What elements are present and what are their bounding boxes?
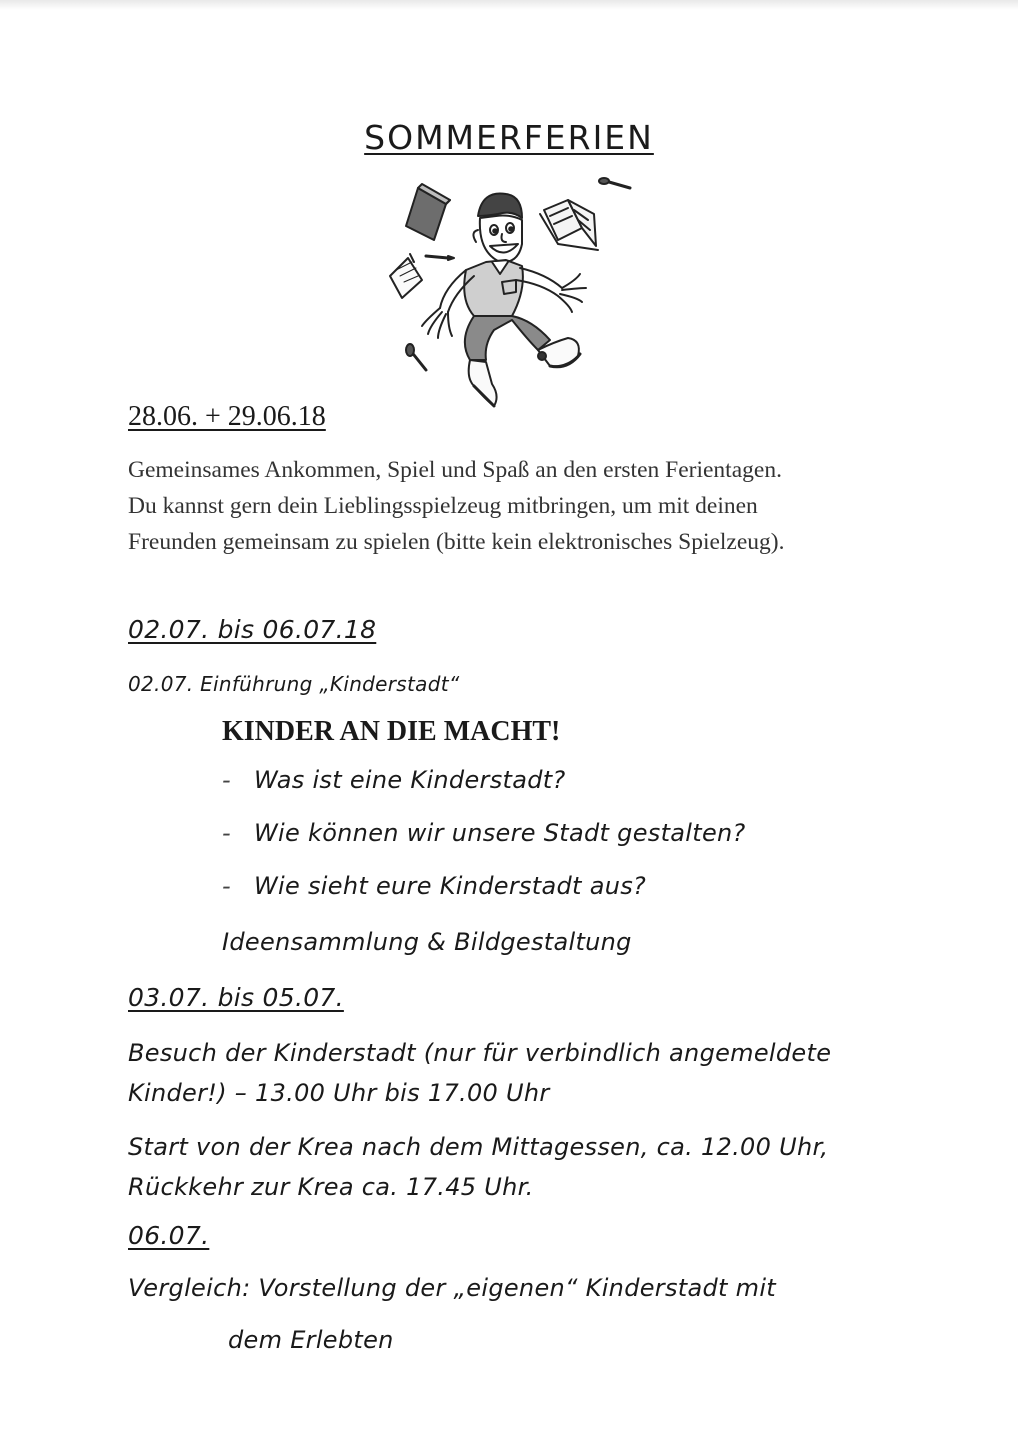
list-item-text: Wie sieht eure Kinderstadt aus? (254, 872, 647, 900)
comparison-line: Vergleich: Vorstellung der „eigenen“ Kinderstadt mit (128, 1274, 777, 1302)
paragraph-line: Start von der Krea nach dem Mittagessen, ca. 12.00 Uhr, (128, 1133, 829, 1161)
list-item (222, 819, 746, 872)
section-date-2: 02.07. bis 06.07.18 (128, 615, 377, 644)
dash-marker: - (222, 766, 231, 794)
list-item-text: Wie können wir unsere Stadt gestalten? (254, 819, 746, 847)
list-item (222, 872, 746, 925)
intro-line: 02.07. Einführung „Kinderstadt“ (128, 672, 460, 696)
section-date-1: 28.06. + 29.06.18 (128, 401, 326, 432)
paragraph-line: Gemeinsames Ankommen, Spiel und Spaß an den ersten Ferientagen. (128, 457, 782, 483)
start-paragraph (128, 1127, 828, 1207)
scan-edge (0, 0, 1018, 10)
section-body-1 (128, 452, 928, 560)
list-item (222, 766, 746, 819)
question-list (222, 766, 746, 925)
comparison-line-continued: dem Erlebten (228, 1326, 394, 1354)
pen-icon (599, 178, 630, 188)
dash-marker: - (222, 819, 231, 847)
closed-book-icon (406, 184, 450, 240)
paragraph-line: Freunden gemeinsam zu spielen (bitte kein elektronisches Spielzeug). (128, 529, 785, 555)
juggling-boy-with-books-illustration (382, 170, 642, 415)
section-date-3: 03.07. bis 05.07. (128, 983, 344, 1012)
pencil-icon (426, 256, 454, 260)
activity-line: Ideensammlung & Bildgestaltung (222, 928, 632, 956)
motto-heading: KINDER AN DIE MACHT! (222, 716, 561, 747)
marker-icon (406, 344, 426, 370)
paragraph-line: Kinder!) – 13.00 Uhr bis 17.00 Uhr (128, 1079, 550, 1107)
dash-marker: - (222, 872, 231, 900)
paragraph-line: Du kannst gern dein Lieblingsspielzeug mitbringen, um mit deinen (128, 493, 758, 519)
paragraph-line: Rückkehr zur Krea ca. 17.45 Uhr. (128, 1173, 534, 1201)
list-item-text: Was ist eine Kinderstadt? (254, 766, 566, 794)
notepad-icon (390, 254, 422, 298)
visit-paragraph (128, 1033, 831, 1113)
paragraph-line: Besuch der Kinderstadt (nur für verbindlich angemeldete (128, 1039, 832, 1067)
open-book-icon (540, 200, 598, 250)
page-title: SOMMERFERIEN (364, 118, 654, 157)
section-date-4: 06.07. (128, 1221, 210, 1250)
